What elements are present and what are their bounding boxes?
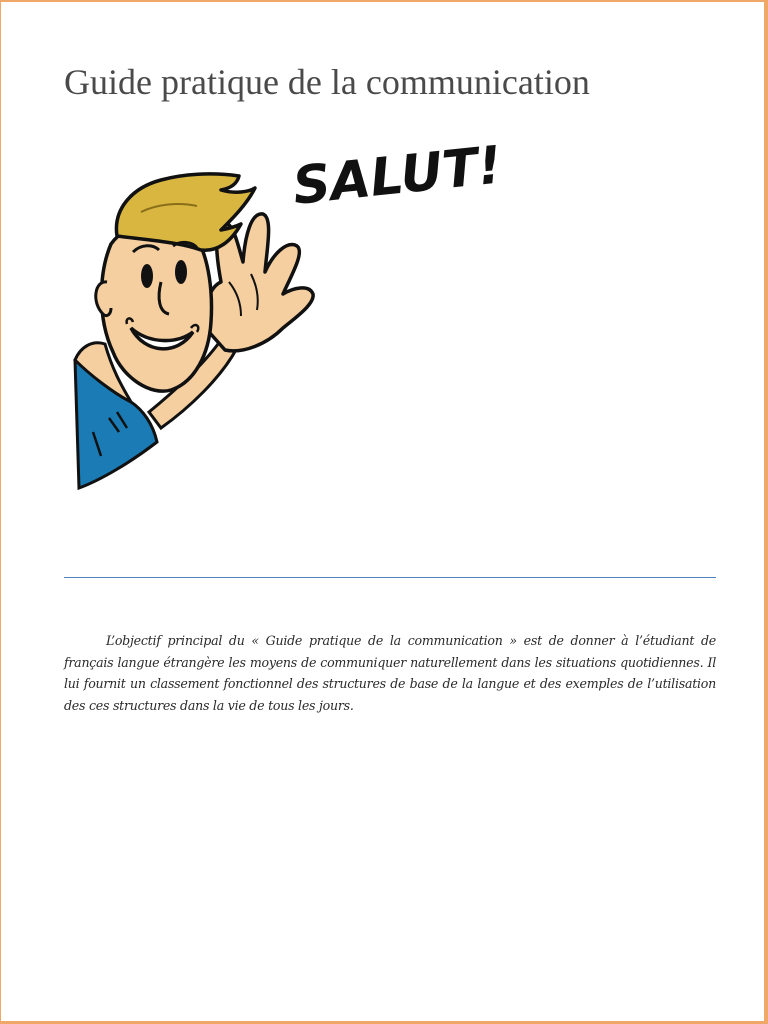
right-eye (175, 260, 187, 284)
svg-text:SALUT!: SALUT! (290, 135, 505, 217)
illustration (61, 132, 505, 502)
salut-lettering (290, 135, 505, 217)
section-divider (64, 577, 716, 578)
left-eye (141, 264, 153, 288)
page-title: Guide pratique de la communication (64, 62, 590, 102)
waving-man-icon (61, 132, 505, 502)
intro-paragraph: L’objectif principal du « Guide pratique de la communication » est de donner à l’étudiant de français langue étrangère les moyens de communiquer naturellement dans les situations quotidiennes. Il lui fournit un classement fonctionnel des structures de base de la langue et des exemples de l’utilisation des ces structures dans la vie de tous les jours. (64, 633, 716, 713)
